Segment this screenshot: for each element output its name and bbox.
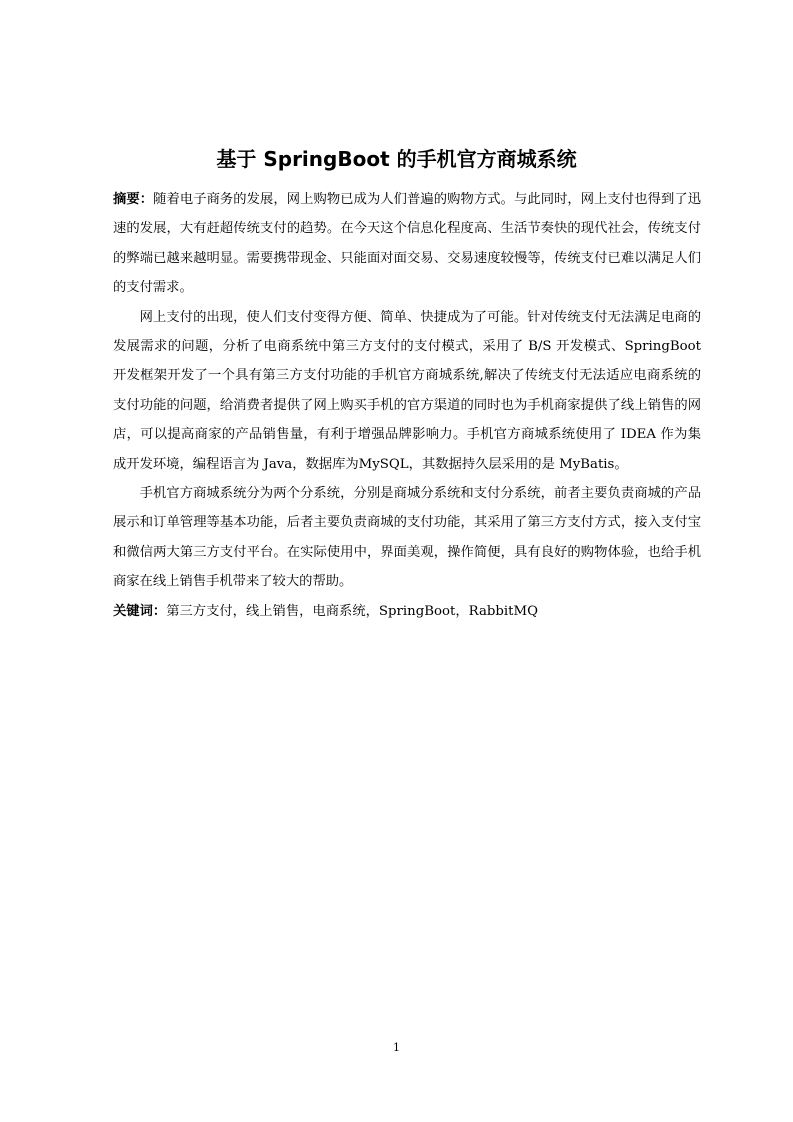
page-number: 1 <box>393 1041 400 1054</box>
abstract-paragraph-3: 手机官方商城系统分为两个分系统，分别是商城分系统和支付分系统，前者主要负责商城的产品展示和订单管理等基本功能，后者主要负责商城的支付功能，其采用了第三方支付方式，接入支付宝和微信两大第三方支付平台。在实际使用中，界面美观，操作简便，具有良好的购物体验，也给手机商家在线上销售手机带来了较大的帮助。 <box>113 486 701 590</box>
abstract-label: 摘要： <box>113 192 154 207</box>
keywords-label: 关键词： <box>113 603 167 619</box>
abstract-section <box>113 185 701 626</box>
abstract-paragraph-1 <box>113 185 701 303</box>
page-title: 基于 SpringBoot 的手机官方商城系统 <box>216 147 577 171</box>
keywords-value: 第三方支付，线上销售，电商系统，SpringBoot，RabbitMQ <box>166 603 539 619</box>
keywords-line <box>113 597 701 626</box>
abstract-paragraph-2: 网上支付的出现，使人们支付变得方便、简单、快捷成为了可能。针对传统支付无法满足电商的发展需求的问题，分析了电商系统中第三方支付的支付模式，采用了 B/S 开发模式、SpringBoot 开发框架开发了一个具有第三方支付功能的手机官方商城系统,解决了传统支付无法适应电商系统的支付功能的问题，给消费者提供了网上购买手机的官方渠道的同时也为手机商家提供了线上销售的网店，可以提高商家的产品销售量，有利于增强品牌影响力。手机官方商城系统使用了 IDEA 作为集成开发环境，编程语言为 Java，数据库为MySQL，其数据持久层采用的是 MyBatis。 <box>113 309 701 472</box>
abstract-paragraph-1-text: 随着电子商务的发展，网上购物已成为人们普遍的购物方式。与此同时，网上支付也得到了迅速的发展，大有赶超传统支付的趋势。在今天这个信息化程度高、生活节奏快的现代社会，传统支付的弊端已越来越明显。需要携带现金、只能面对面交易、交易速度较慢等，传统支付已难以满足人们的支付需求。 <box>113 192 702 296</box>
